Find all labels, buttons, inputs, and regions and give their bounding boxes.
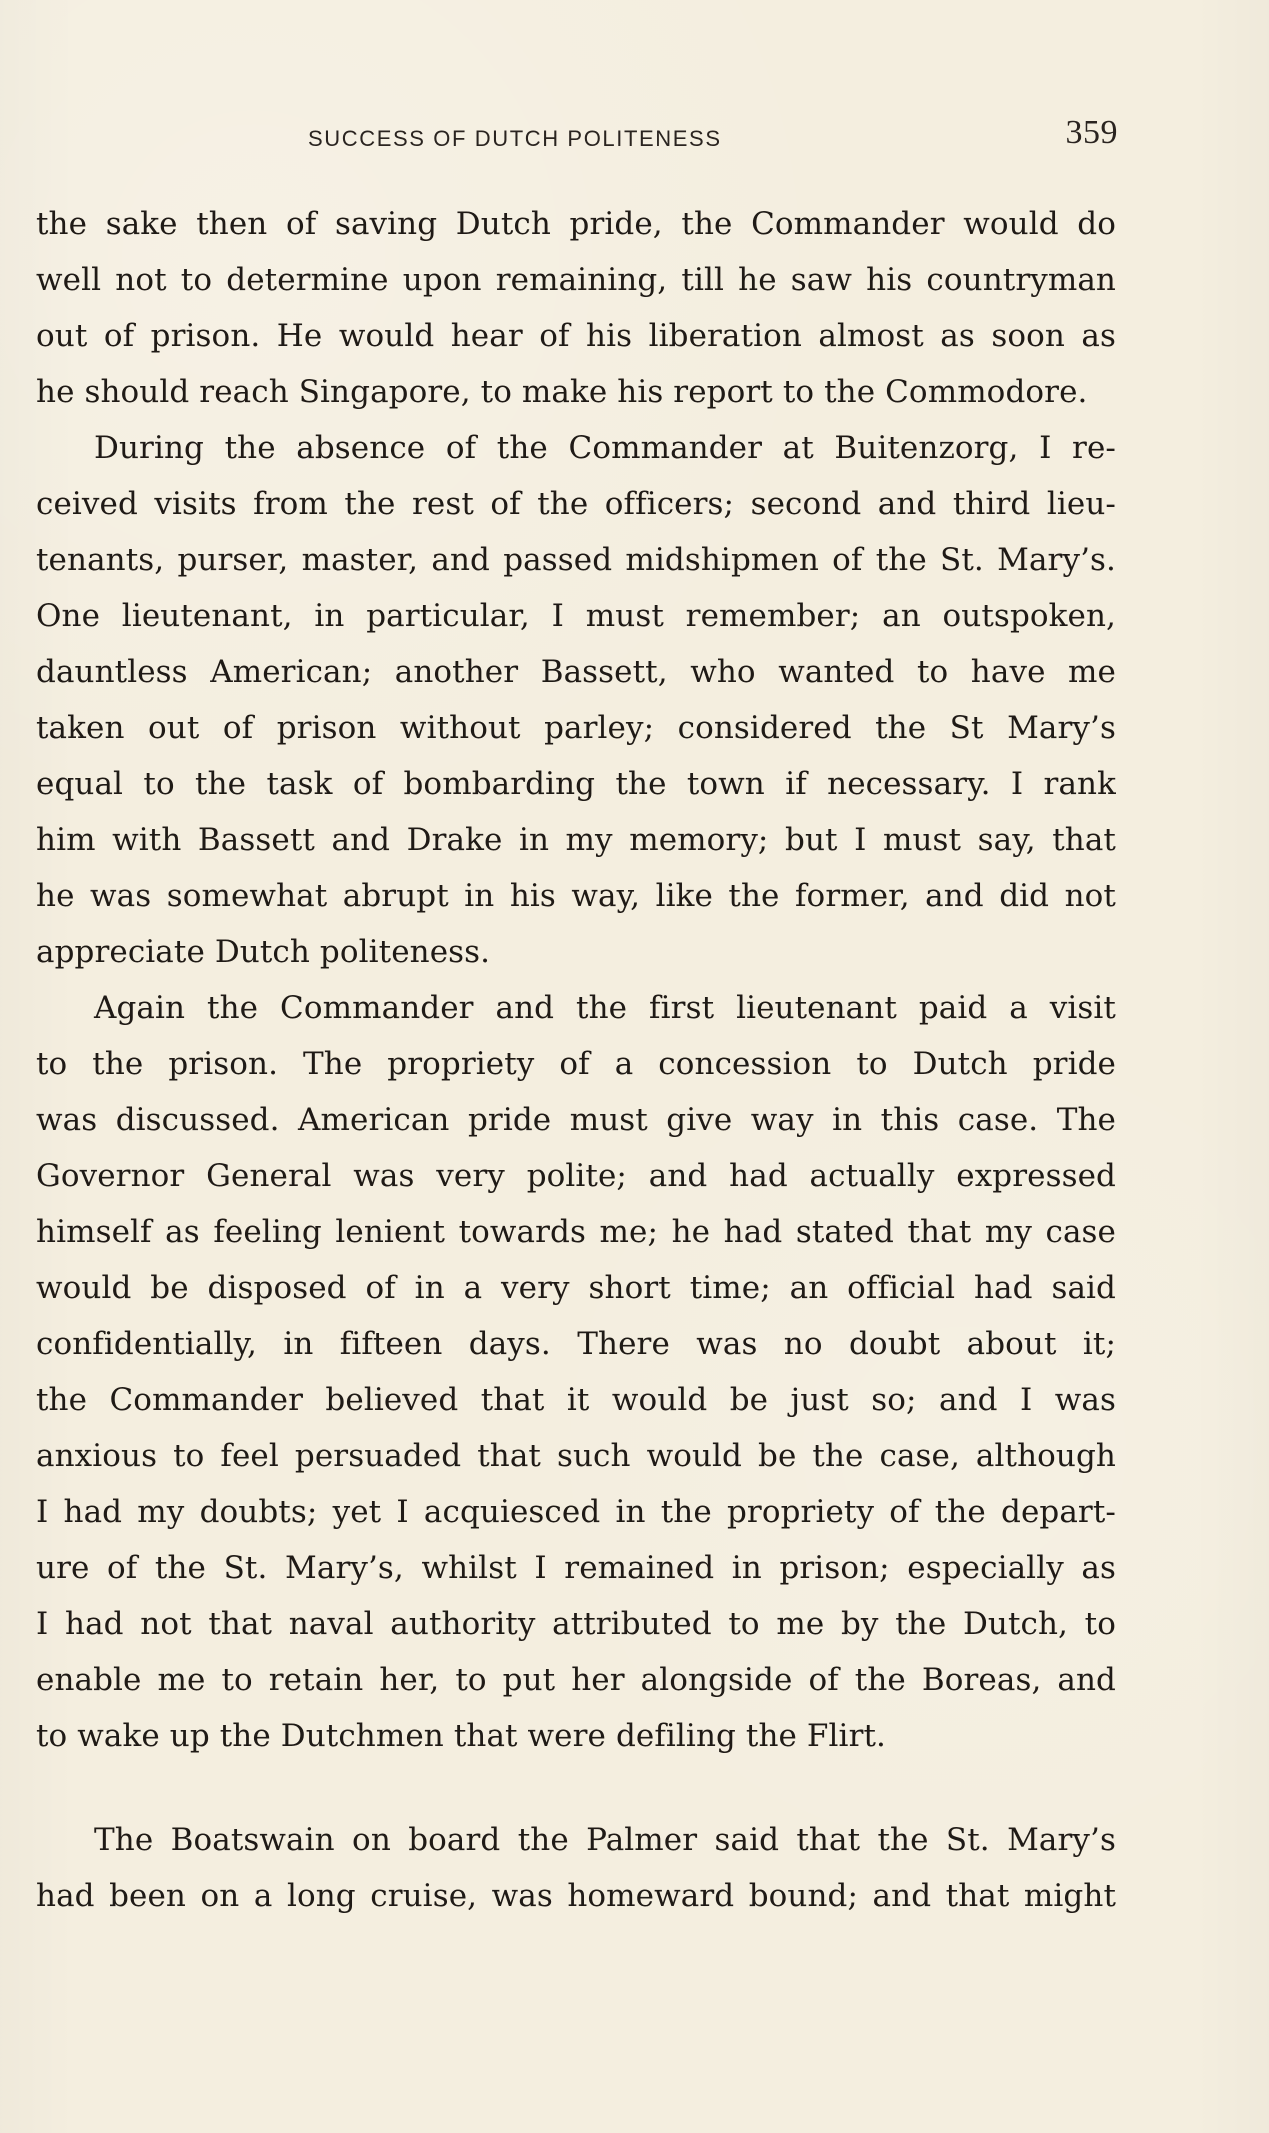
text-line: taken out of prison without parley; considered the St Mary’s xyxy=(36,710,1116,746)
text-line: confidentially, in fifteen days. There was no doubt about it; xyxy=(36,1326,1116,1362)
text-line: he was somewhat abrupt in his way, like the former, and did not xyxy=(36,878,1116,914)
paragraph-first-line: Again the Commander and the first lieutenant paid a visit xyxy=(94,990,1116,1026)
text-line: to the prison. The propriety of a concession to Dutch pride xyxy=(36,1046,1116,1082)
running-title: SUCCESS OF DUTCH POLITENESS xyxy=(308,126,722,151)
text-line: out of prison. He would hear of his liberation almost as soon as xyxy=(36,318,1116,354)
text-line: ceived visits from the rest of the officers; second and third lieu- xyxy=(36,486,1116,522)
text-line: tenants, purser, master, and passed midshipmen of the St. Mary’s. xyxy=(36,542,1116,578)
text-line: anxious to feel persuaded that such would be the case, although xyxy=(36,1438,1116,1474)
running-header xyxy=(308,108,1118,150)
text-line: appreciate Dutch politeness. xyxy=(36,934,491,970)
text-line: I had not that naval authority attributed to me by the Dutch, to xyxy=(36,1606,1116,1642)
text-line: was discussed. American pride must give way in this case. The xyxy=(36,1102,1116,1138)
text-line: would be disposed of in a very short time; an official had said xyxy=(36,1270,1116,1306)
text-line: the Commander believed that it would be just so; and I was xyxy=(36,1382,1116,1418)
text-line: well not to determine upon remaining, till he saw his countryman xyxy=(36,262,1116,298)
text-line: One lieutenant, in particular, I must remember; an outspoken, xyxy=(36,598,1116,634)
text-line: himself as feeling lenient towards me; he had stated that my case xyxy=(36,1214,1116,1250)
text-line: enable me to retain her, to put her alongside of the Boreas, and xyxy=(36,1662,1116,1698)
text-line: the sake then of saving Dutch pride, the Commander would do xyxy=(36,206,1116,242)
text-line: ure of the St. Mary’s, whilst I remained in prison; especially as xyxy=(36,1550,1116,1586)
paragraph-spacing xyxy=(36,1764,1116,1812)
paragraph-first-line: The Boatswain on board the Palmer said that the St. Mary’s xyxy=(94,1822,1116,1858)
text-line: him with Bassett and Drake in my memory; but I must say, that xyxy=(36,822,1116,858)
text-line: had been on a long cruise, was homeward bound; and that might xyxy=(36,1878,1116,1914)
page-text xyxy=(36,196,1116,1924)
text-line: Governor General was very polite; and had actually expressed xyxy=(36,1158,1116,1194)
text-line: dauntless American; another Bassett, who wanted to have me xyxy=(36,654,1116,690)
text-line: he should reach Singapore, to make his report to the Commodore. xyxy=(36,374,1088,410)
page-number: 359 xyxy=(1065,114,1118,151)
text-line: to wake up the Dutchmen that were defiling the Flirt. xyxy=(36,1718,887,1754)
text-line: equal to the task of bombarding the town if necessary. I rank xyxy=(36,766,1116,802)
text-line: I had my doubts; yet I acquiesced in the propriety of the depart- xyxy=(36,1494,1116,1530)
paragraph-first-line: During the absence of the Commander at Buitenzorg, I re- xyxy=(94,430,1116,466)
